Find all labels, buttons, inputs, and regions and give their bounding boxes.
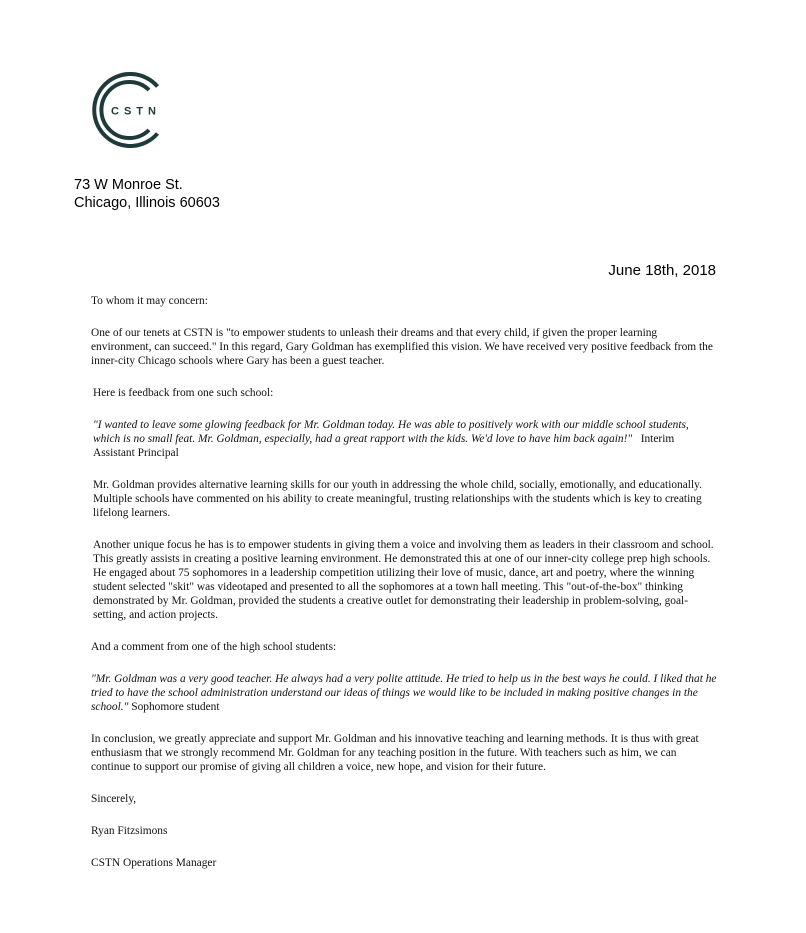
quote-student-text: "Mr. Goldman was a very good teacher. He always had a very polite attitude. He tried to help us in the best ways he could. I liked that he tried to have the school administration understand our ideas of things we would like to be included in making positive changes in the school."	[91, 673, 717, 713]
paragraph-feedback-lead: Here is feedback from one such school:	[93, 387, 274, 399]
cstn-logo-icon	[88, 70, 168, 150]
logo-text: CSTN	[111, 105, 161, 118]
quote-student-attribution: Sophomore student	[131, 701, 220, 713]
paragraph-conclusion: In conclusion, we greatly appreciate and support Mr. Goldman and his innovative teaching and learning methods. It is thus with great enthusiasm that we strongly recommend Mr. Goldman for any teaching position in the future. With teachers such as him, we can continue to support our promise of giving all children a voice, new hope, and vision for their future.	[91, 733, 699, 773]
closing: Sincerely,	[91, 793, 137, 805]
cstn-logo	[88, 70, 168, 150]
quote-student	[91, 672, 717, 714]
letter-date: June 18th, 2018	[608, 262, 716, 279]
paragraph-intro: One of our tenets at CSTN is "to empower students to unleash their dreams and that every child, if given the proper learning environment, can succeed." In this regard, Gary Goldman has exemplified this vision. We have received very positive feedback from the inner-city Chicago schools where Gary has been a guest teacher.	[91, 327, 713, 367]
quote-principal-text: "I wanted to leave some glowing feedback for Mr. Goldman today. He was able to positively work with our middle school students, which is no small feat. Mr. Goldman, especially, had a great rapport with the kids. We'd love to have him back again!"	[93, 419, 689, 445]
paragraph-student-lead: And a comment from one of the high school students:	[91, 641, 337, 653]
signer-title: CSTN Operations Manager	[91, 857, 217, 869]
address-line-1: 73 W Monroe St.	[74, 177, 183, 193]
paragraph-focus: Another unique focus he has is to empower students in giving them a voice and involving them as leaders in their classroom and school. This greatly assists in creating a positive learning environment. He demonstrated this at one of our inner-city college prep high schools. He engaged about 75 sophomores in a leadership competition utilizing their love of music, dance, art and poetry, where the winning student selected "skit" was videotaped and presented to all the sophomores at a town hall meeting. This "out-of-the-box" thinking demonstrated by Mr. Goldman, provided the students a creative outlet for demonstrating their leadership in problem-solving, goal-setting, and action projects.	[93, 539, 714, 621]
salutation: To whom it may concern:	[91, 295, 208, 307]
paragraph-skills: Mr. Goldman provides alternative learning skills for our youth in addressing the whole child, socially, emotionally, and educationally. Multiple schools have commented on his ability to create meaningful, trusting relationships with the students which is key to creating lifelong learners.	[93, 479, 702, 519]
signer-name: Ryan Fitzsimons	[91, 825, 168, 837]
sender-address	[74, 176, 220, 212]
quote-principal	[91, 418, 717, 460]
quote-principal-attribution: Interim Assistant Principal	[93, 433, 675, 459]
address-line-2: Chicago, Illinois 60603	[74, 195, 220, 211]
letter-body	[91, 294, 717, 870]
